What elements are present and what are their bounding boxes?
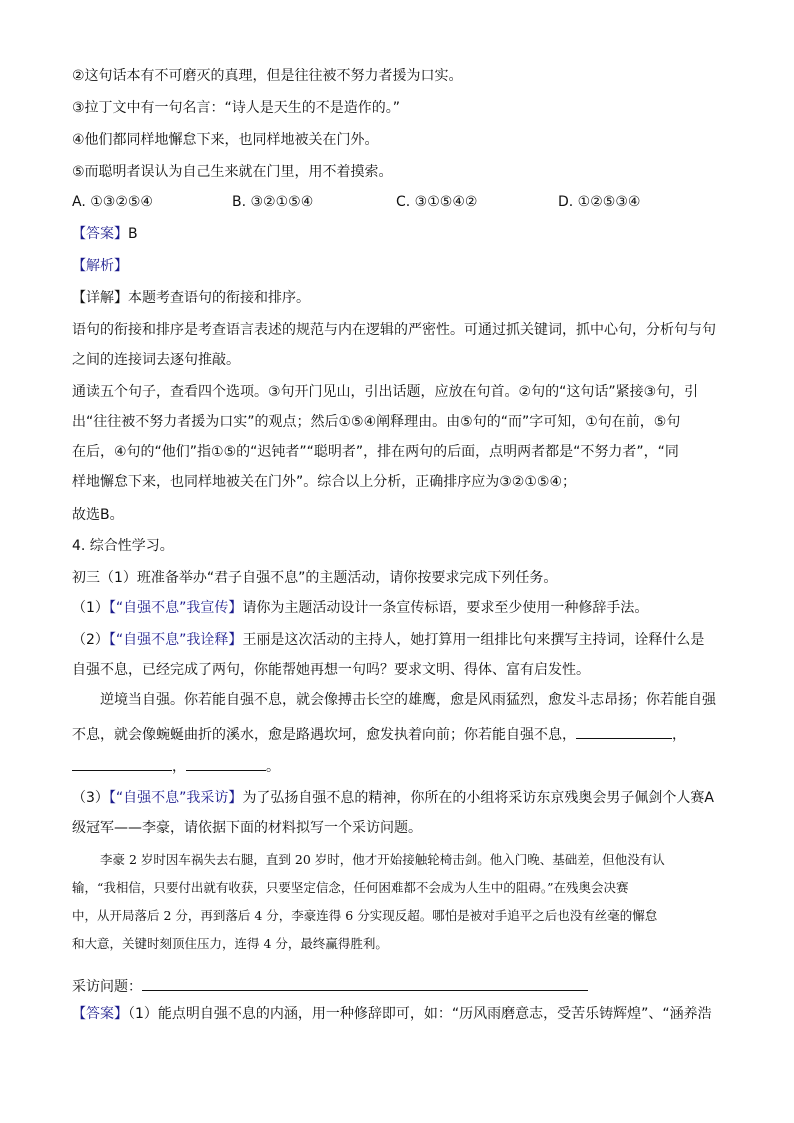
task-2-text-2: 自强不息，已经完成了两句，你能帮她再想一句吗？要求文明、得体、富有启发性。 — [72, 662, 590, 678]
material-block — [72, 850, 732, 960]
option-a: A. ①③②⑤④ — [72, 194, 153, 210]
detail-p2-line4: 样地懈怠下来，也同样地被关在门外”。综合以上分析，正确排序应为③②①⑤④； — [72, 474, 577, 490]
question-4-title: 4. 综合性学习。 — [72, 538, 174, 554]
task-3-tag: 【“自强不息”我采访】 — [108, 790, 243, 806]
task-2 — [72, 630, 704, 650]
task-3 — [72, 788, 714, 808]
sentence-5: ⑤而聪明者误认为自己生来就在门里，用不着摸索。 — [72, 164, 393, 180]
task-3-text-2: 级冠军——李豪，请依据下面的材料拟写一个采访问题。 — [72, 820, 422, 836]
detail-text: 本题考查语句的衔接和排序。 — [128, 290, 310, 306]
task-2-para-line1: 逆境当自强。你若能自强不息，就会像搏击长空的雄鹰，愈是风雨猛烈，愈发斗志昂扬；你若能自强 — [100, 692, 716, 708]
interview-label: 采访问题： — [72, 979, 142, 995]
detail-p1-line1: 语句的衔接和排序是考查语言表述的规范与内在逻辑的严密性。可通过抓关键词，抓中心句，分析句与句 — [72, 322, 716, 338]
task-2-prefix: （2） — [72, 632, 109, 648]
option-d: D. ①②⑤③④ — [558, 194, 641, 210]
task-1-prefix: （1） — [72, 600, 109, 616]
answer-line — [72, 224, 138, 244]
answer-value: B — [128, 226, 138, 242]
task-3-text: 为了弘扬自强不息的精神，你所在的小组将采访东京残奥会男子佩剑个人赛A — [242, 790, 715, 806]
sentence-2: ②这句话本有不可磨灭的真理，但是往往被不努力者援为口实。 — [72, 68, 463, 84]
sentence-3: ③拉丁文中有一句名言：“诗人是天生的不是造作的。” — [72, 100, 401, 116]
detail-p2-line1: 通读五个句子，查看四个选项。③句开门见山，引出话题，应放在句首。②句的“这句话”紧接③句，引 — [72, 384, 699, 400]
detail-line — [72, 288, 310, 308]
fill-blank-1[interactable] — [576, 724, 672, 739]
analysis-tag: 【解析】 — [72, 258, 128, 274]
detail-tag: 【详解】 — [72, 290, 128, 306]
question-4-intro: 初三（1）班准备举办“君子自强不息”的主题活动，请你按要求完成下列任务。 — [72, 570, 558, 586]
detail-conclusion: 故选B。 — [72, 507, 124, 523]
task-2-tag: 【“自强不息”我诠释】 — [108, 632, 243, 648]
detail-p2-line3: 在后，④句的“他们”指①⑤的“迟钝者”“聪明者”，排在两句的后面，点明两者都是“不努力者”，“同 — [72, 444, 679, 460]
task-3-prefix: （3） — [72, 790, 109, 806]
task-1-tag: 【“自强不息”我宣传】 — [108, 600, 243, 616]
detail-p1-line2: 之间的连接词去逐句推敲。 — [72, 352, 240, 368]
task-2-para-text: 不息，就会像蜿蜒曲折的溪水，愈是路遇坎坷，愈发执着向前；你若能自强不息， — [72, 727, 576, 743]
task-2-text: 王丽是这次活动的主持人，她打算用一组排比句来撰写主持词，诠释什么是 — [242, 632, 705, 648]
answer2-line — [72, 1004, 712, 1024]
material-line-3: 中，从开局落后 2 分，再到落后 4 分，李豪连得 6 分实现反超。哪怕是被对手追平之后也没有丝毫的懈怠 — [72, 908, 658, 923]
task-1 — [72, 598, 648, 618]
option-c: C. ③①⑤④② — [396, 194, 478, 210]
blank-comma-1: ， — [672, 727, 686, 743]
sentence-4: ④他们都同样地懈怠下来，也同样地被关在门外。 — [72, 132, 379, 148]
fill-blank-3[interactable] — [186, 756, 266, 771]
interview-answer-blank[interactable] — [142, 976, 588, 991]
analysis-line — [72, 256, 128, 276]
detail-p2-line2: 出“往往被不努力者援为口实”的观点；然后①⑤④阐释理由。由⑤句的“而”字可知，①句在前，⑤句 — [72, 414, 681, 430]
task-2-para-line2 — [72, 724, 686, 745]
task-2-para-line3 — [72, 756, 280, 777]
material-line-2: 输，“我相信，只要付出就有收获，只要坚定信念，任何困难都不会成为人生中的阻碍。”在残奥会决赛 — [72, 880, 629, 895]
material-line-1: 李豪 2 岁时因车祸失去右腿，直到 20 岁时，他才开始接触轮椅击剑。他入门晚、基础差，但他没有认 — [100, 852, 665, 867]
answer2-tag: 【答案】 — [72, 1006, 128, 1022]
answer2-text: （1）能点明自强不息的内涵，用一种修辞即可，如：“历风雨磨意志，受苦乐铸辉煌”、“涵养浩 — [128, 1006, 712, 1022]
option-b: B. ③②①⑤④ — [232, 194, 314, 210]
blank-comma-2: ， — [172, 759, 186, 775]
blank-period: 。 — [266, 759, 280, 775]
answer-tag: 【答案】 — [72, 226, 128, 242]
answer-options — [72, 194, 732, 214]
fill-blank-2[interactable] — [72, 756, 172, 771]
interview-line — [72, 976, 588, 997]
task-1-text: 请你为主题活动设计一条宣传标语，要求至少使用一种修辞手法。 — [242, 600, 649, 616]
material-line-4: 和大意，关键时刻顶住压力，连得 4 分，最终赢得胜利。 — [72, 936, 388, 951]
